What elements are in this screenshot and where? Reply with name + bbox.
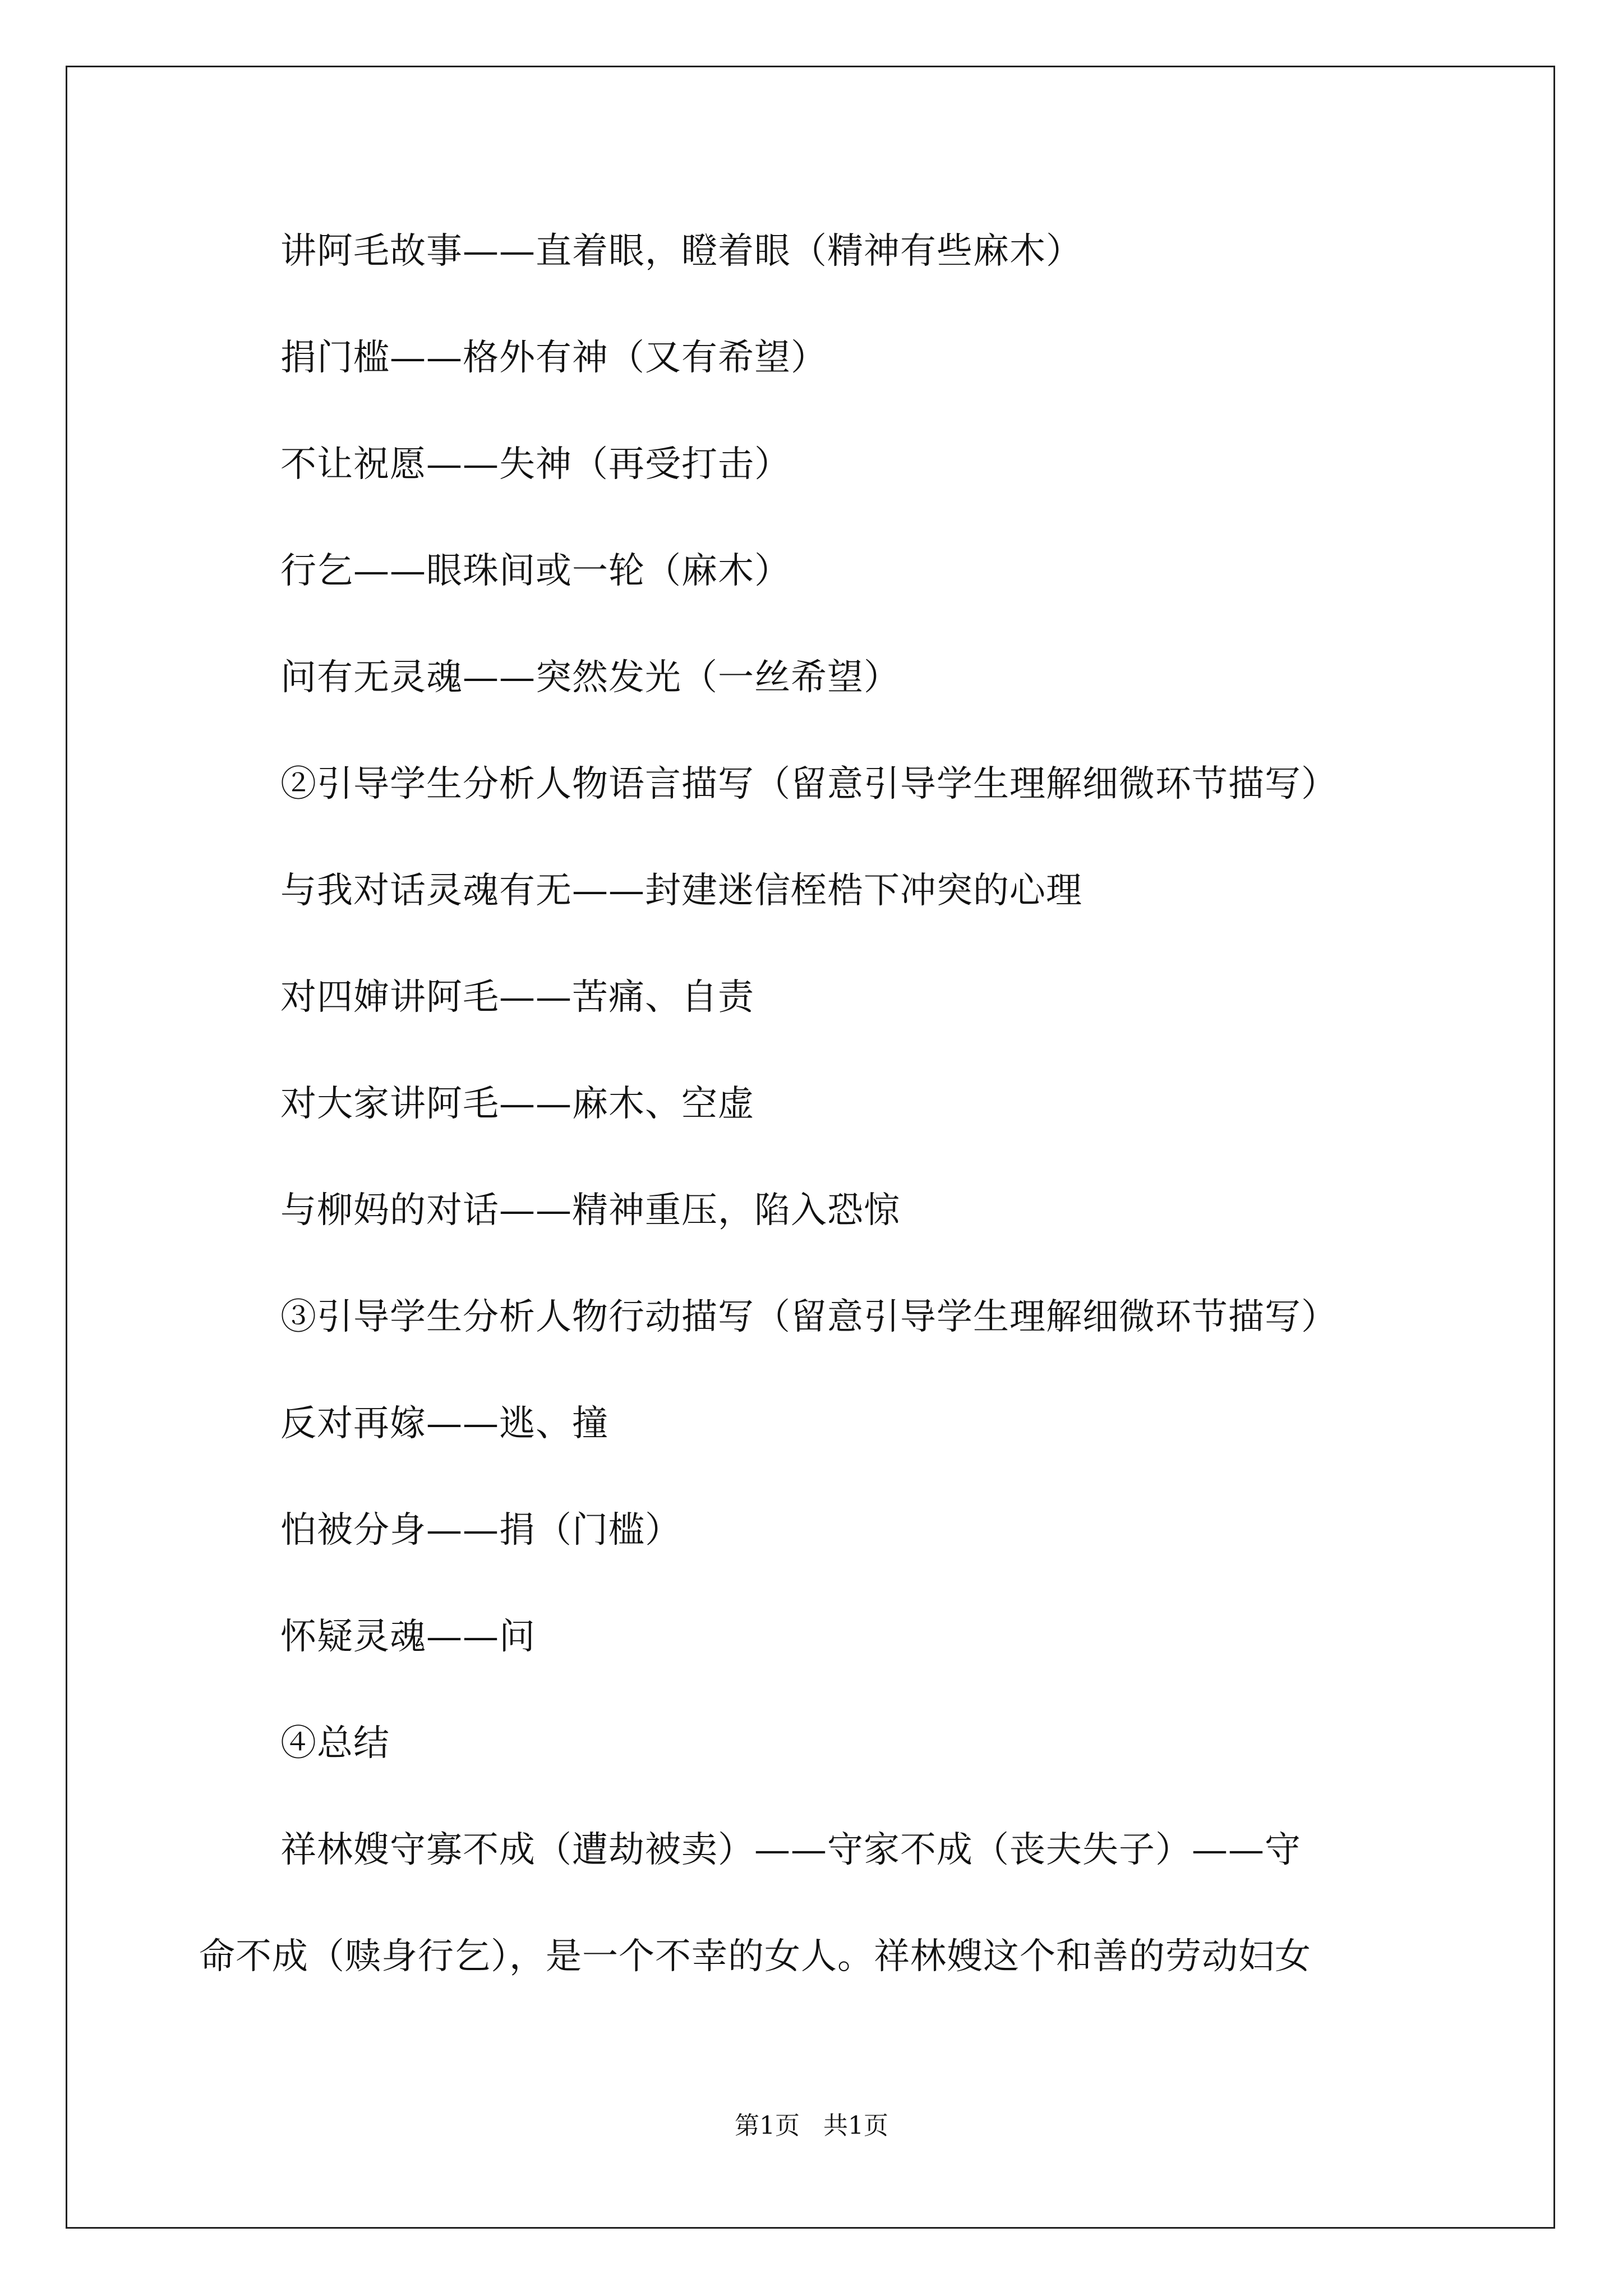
text-line-10: 与柳妈的对话——精神重压，陷入恐惊 xyxy=(280,1190,900,1231)
page-border xyxy=(66,66,1555,2229)
text-line-16: 祥林嫂守寡不成（遭劫被卖）——守家不成（丧夫失子）——守 xyxy=(280,1829,1301,1871)
text-line-9: 对大家讲阿毛——麻木、空虚 xyxy=(280,1083,754,1125)
text-line-8: 对四婶讲阿毛——苦痛、自责 xyxy=(280,977,754,1018)
text-line-4: 行乞——眼珠间或一轮（麻木） xyxy=(280,550,791,592)
text-line-3: 不让祝愿——失神（再受打击） xyxy=(280,444,791,485)
text-line-17: 命不成（赎身行乞），是一个不幸的女人。祥林嫂这个和善的劳动妇女 xyxy=(199,1936,1311,1977)
text-line-14: 怀疑灵魂——问 xyxy=(280,1616,536,1658)
text-line-5: 问有无灵魂——突然发光（一丝希望） xyxy=(280,657,900,698)
text-line-2: 捐门槛——格外有神（又有希望） xyxy=(280,337,827,379)
text-line-13: 怕被分身——捐（门槛） xyxy=(280,1510,681,1551)
page-footer: 第1页 共1页 xyxy=(735,2111,888,2140)
text-line-6: ②引导学生分析人物语言描写（留意引导学生理解细微环节描写） xyxy=(280,763,1338,805)
text-line-15: ④总结 xyxy=(280,1723,390,1764)
text-line-12: 反对再嫁——逃、撞 xyxy=(280,1403,608,1444)
text-line-1: 讲阿毛故事——直着眼，瞪着眼（精神有些麻木） xyxy=(280,231,1082,272)
text-line-7: 与我对话灵魂有无——封建迷信桎梏下冲突的心理 xyxy=(280,870,1082,912)
text-line-11: ③引导学生分析人物行动描写（留意引导学生理解细微环节描写） xyxy=(280,1296,1338,1338)
